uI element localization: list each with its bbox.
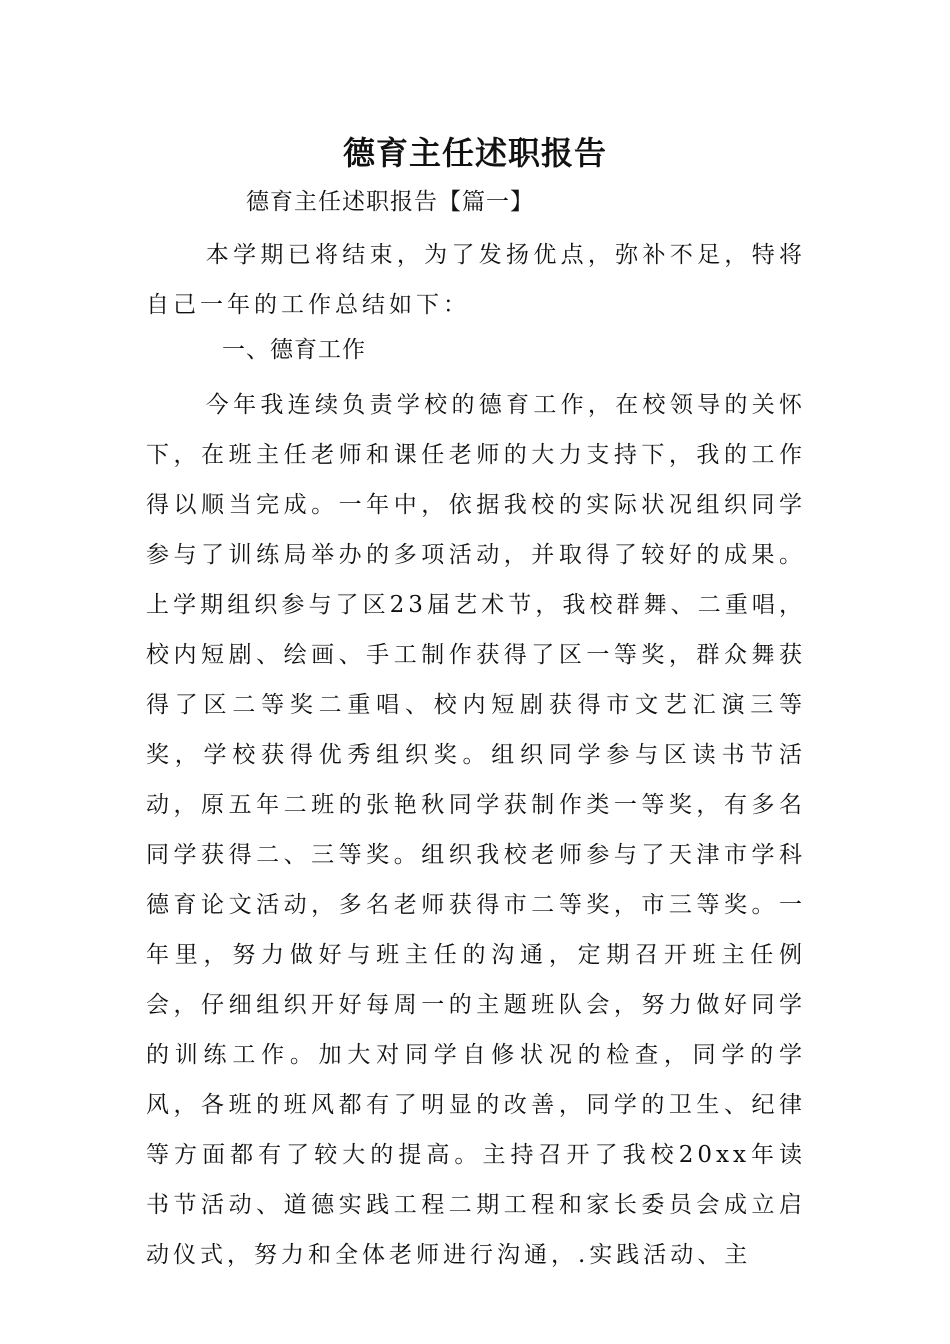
- intro-paragraph: 本学期已将结束，为了发扬优点，弥补不足，特将自己一年的工作总结如下：: [146, 242, 806, 318]
- document-title: 德育主任述职报告: [342, 134, 607, 172]
- document-subtitle: 德育主任述职报告【篇一】: [246, 189, 534, 215]
- body-paragraph: 今年我连续负责学校的德育工作，在校领导的关怀下，在班主任老师和课任老师的大力支持下，我的工作得以顺当完成。一年中，依据我校的实际状况组织同学参与了训练局举办的多项活动，并取得了较好的成果。上学期组织参与了区23届艺术节，我校群舞、二重唱，校内短剧、绘画、手工制作获得了区一等奖，群众舞获得了区二等奖二重唱、校内短剧获得市文艺汇演三等奖，学校获得优秀组织奖。组织同学参与区读书节活动，原五年二班的张艳秋同学获制作类一等奖，有多名同学获得二、三等奖。组织我校老师参与了天津市学科德育论文活动，多名老师获得市二等奖，市三等奖。一年里，努力做好与班主任的沟通，定期召开班主任例会，仔细组织开好每周一的主题班队会，努力做好同学的训练工作。加大对同学自修状况的检查，同学的学风，各班的班风都有了明显的改善，同学的卫生、纪律等方面都有了较大的提高。主持召开了我校20xx年读书节活动、道德实践工程二期工程和家长委员会成立启动仪式，努力和全体老师进行沟通，.实践活动、主: [146, 392, 806, 1268]
- section-heading: 一、德育工作: [222, 337, 366, 363]
